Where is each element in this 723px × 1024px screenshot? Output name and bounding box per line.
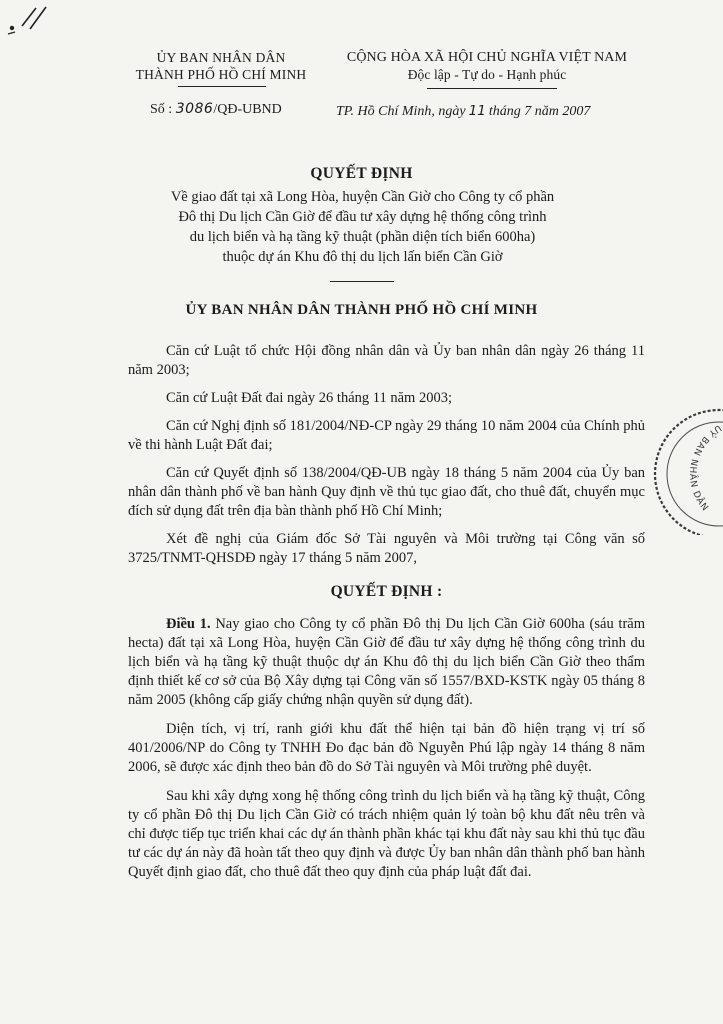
place-prefix: TP. Hồ Chí Minh, ngày [336, 104, 466, 119]
document-number-suffix: /QĐ-UBND [213, 102, 282, 117]
article-1-paragraph [128, 615, 645, 710]
national-header [328, 49, 646, 83]
recital-paragraph: Xét đề nghị của Giám đốc Sở Tài nguyên và Môi trường tại Công văn số 3725/TNMT-QHSDĐ ngày 17 tháng 5 năm 2007, [128, 531, 645, 566]
national-title: CỘNG HÒA XÃ HỘI CHỦ NGHĨA VIỆT NAM [346, 50, 628, 65]
subject-line: Về giao đất tại xã Long Hòa, huyện Cần Giờ cho Công ty cổ phần [170, 189, 555, 205]
issuing-authority-line1: ỦY BAN NHÂN DÂN [156, 50, 286, 65]
document-body [128, 342, 645, 892]
issuing-authority-line2: THÀNH PHỐ HỒ CHÍ MINH [135, 67, 307, 82]
scan-artifact-marks [6, 4, 56, 38]
article-1-label: Điều 1. [166, 616, 211, 632]
subject-line: du lịch biển và hạ tầng kỹ thuật (phần diện tích biển 600ha) [189, 229, 536, 245]
title-divider [330, 281, 394, 282]
issuing-authority [128, 49, 314, 83]
motto-underline [427, 88, 557, 89]
date-day: 11 [468, 103, 486, 119]
svg-text:UỶ BAN NHÂN DÂN [687, 422, 723, 513]
body-paragraph: Diện tích, vị trí, ranh giới khu đất thể hiện tại bản đồ hiện trạng vị trí số 401/2006/NP do Công ty TNHH Đo đạc bản đồ Nguyễn Phú lập ngày 14 tháng 8 năm 2006, sẽ được xác định theo bản đồ do Sở Tài nguyên và Môi trường phê duyệt. [128, 721, 645, 775]
document-subject [90, 187, 635, 267]
authority-underline [178, 86, 266, 87]
authority-heading: ỦY BAN NHÂN DÂN THÀNH PHỐ HỒ CHÍ MINH [185, 302, 538, 318]
document-title: QUYẾT ĐỊNH [310, 165, 413, 182]
body-paragraph: Sau khi xây dựng xong hệ thống công trình du lịch biển và hạ tầng kỹ thuật, Công ty cổ phần Đô thị Du lịch Cần Giờ có trách nhiệm quản lý toàn bộ khu đất nêu trên và chỉ được tiếp tục triển khai các dự án thành phần khác tại khu đất này sau khi thủ tục đầu tư các dự án này đã hoàn tất theo quy định và được Ủy ban nhân dân thành phố ban hành Quyết định giao đất, cho thuê đất theo quy định của pháp luật đất đai. [128, 788, 645, 880]
recital-paragraph: Căn cứ Nghị định số 181/2004/NĐ-CP ngày 29 tháng 10 năm 2004 của Chính phủ về thi hành Luật Đất đai; [128, 418, 645, 453]
document-number [150, 101, 282, 118]
national-motto: Độc lập - Tự do - Hạnh phúc [407, 67, 567, 82]
document-number-value: 3086 [175, 101, 214, 117]
subject-line: Đô thị Du lịch Cần Giờ để đầu tư xây dựng hệ thống công trình [178, 209, 547, 225]
recital-paragraph: Căn cứ Luật tổ chức Hội đồng nhân dân và Ủy ban nhân dân ngày 26 tháng 11 năm 2003; [128, 343, 645, 378]
subject-line: thuộc dự án Khu đô thị du lịch lấn biển Cần Giờ [222, 249, 503, 265]
date-month-year: tháng 7 năm 2007 [488, 104, 591, 119]
recital-paragraph: Căn cứ Luật Đất đai ngày 26 tháng 11 năm 2003; [166, 390, 452, 406]
recital-paragraph: Căn cứ Quyết định số 138/2004/QĐ-UB ngày 18 tháng 5 năm 2004 của Ủy ban nhân dân thành phố về ban hành Quy định về thủ tục giao đất, cho thuê đất, chuyển mục đích sử dụng đất trên địa bàn thành phố Hồ Chí Minh; [128, 465, 645, 519]
document-number-prefix: Số : [150, 102, 176, 117]
place-and-date [336, 103, 590, 120]
official-seal-stamp [649, 405, 723, 535]
seal-text: UỶ BAN NHÂN DÂN [686, 422, 723, 514]
decision-heading: QUYẾT ĐỊNH : [330, 583, 443, 600]
article-1-text: Nay giao cho Công ty cổ phần Đô thị Du lịch Cần Giờ 600ha (sáu trăm hecta) đất tại xã Long Hòa, huyện Cần Giờ để đầu tư xây dựng hệ thống công trình du lịch biển và hạ tầng kỹ thuật thuộc dự án Khu đô thị du lịch biển Cần Giờ theo thẩm định thiết kế cơ sở của Bộ Xây dựng tại Công văn số 1557/BXD-KSTK ngày 05 tháng 8 năm 2005 (không cấp giấy chứng nhận quyền sử dụng đất). [128, 616, 646, 708]
